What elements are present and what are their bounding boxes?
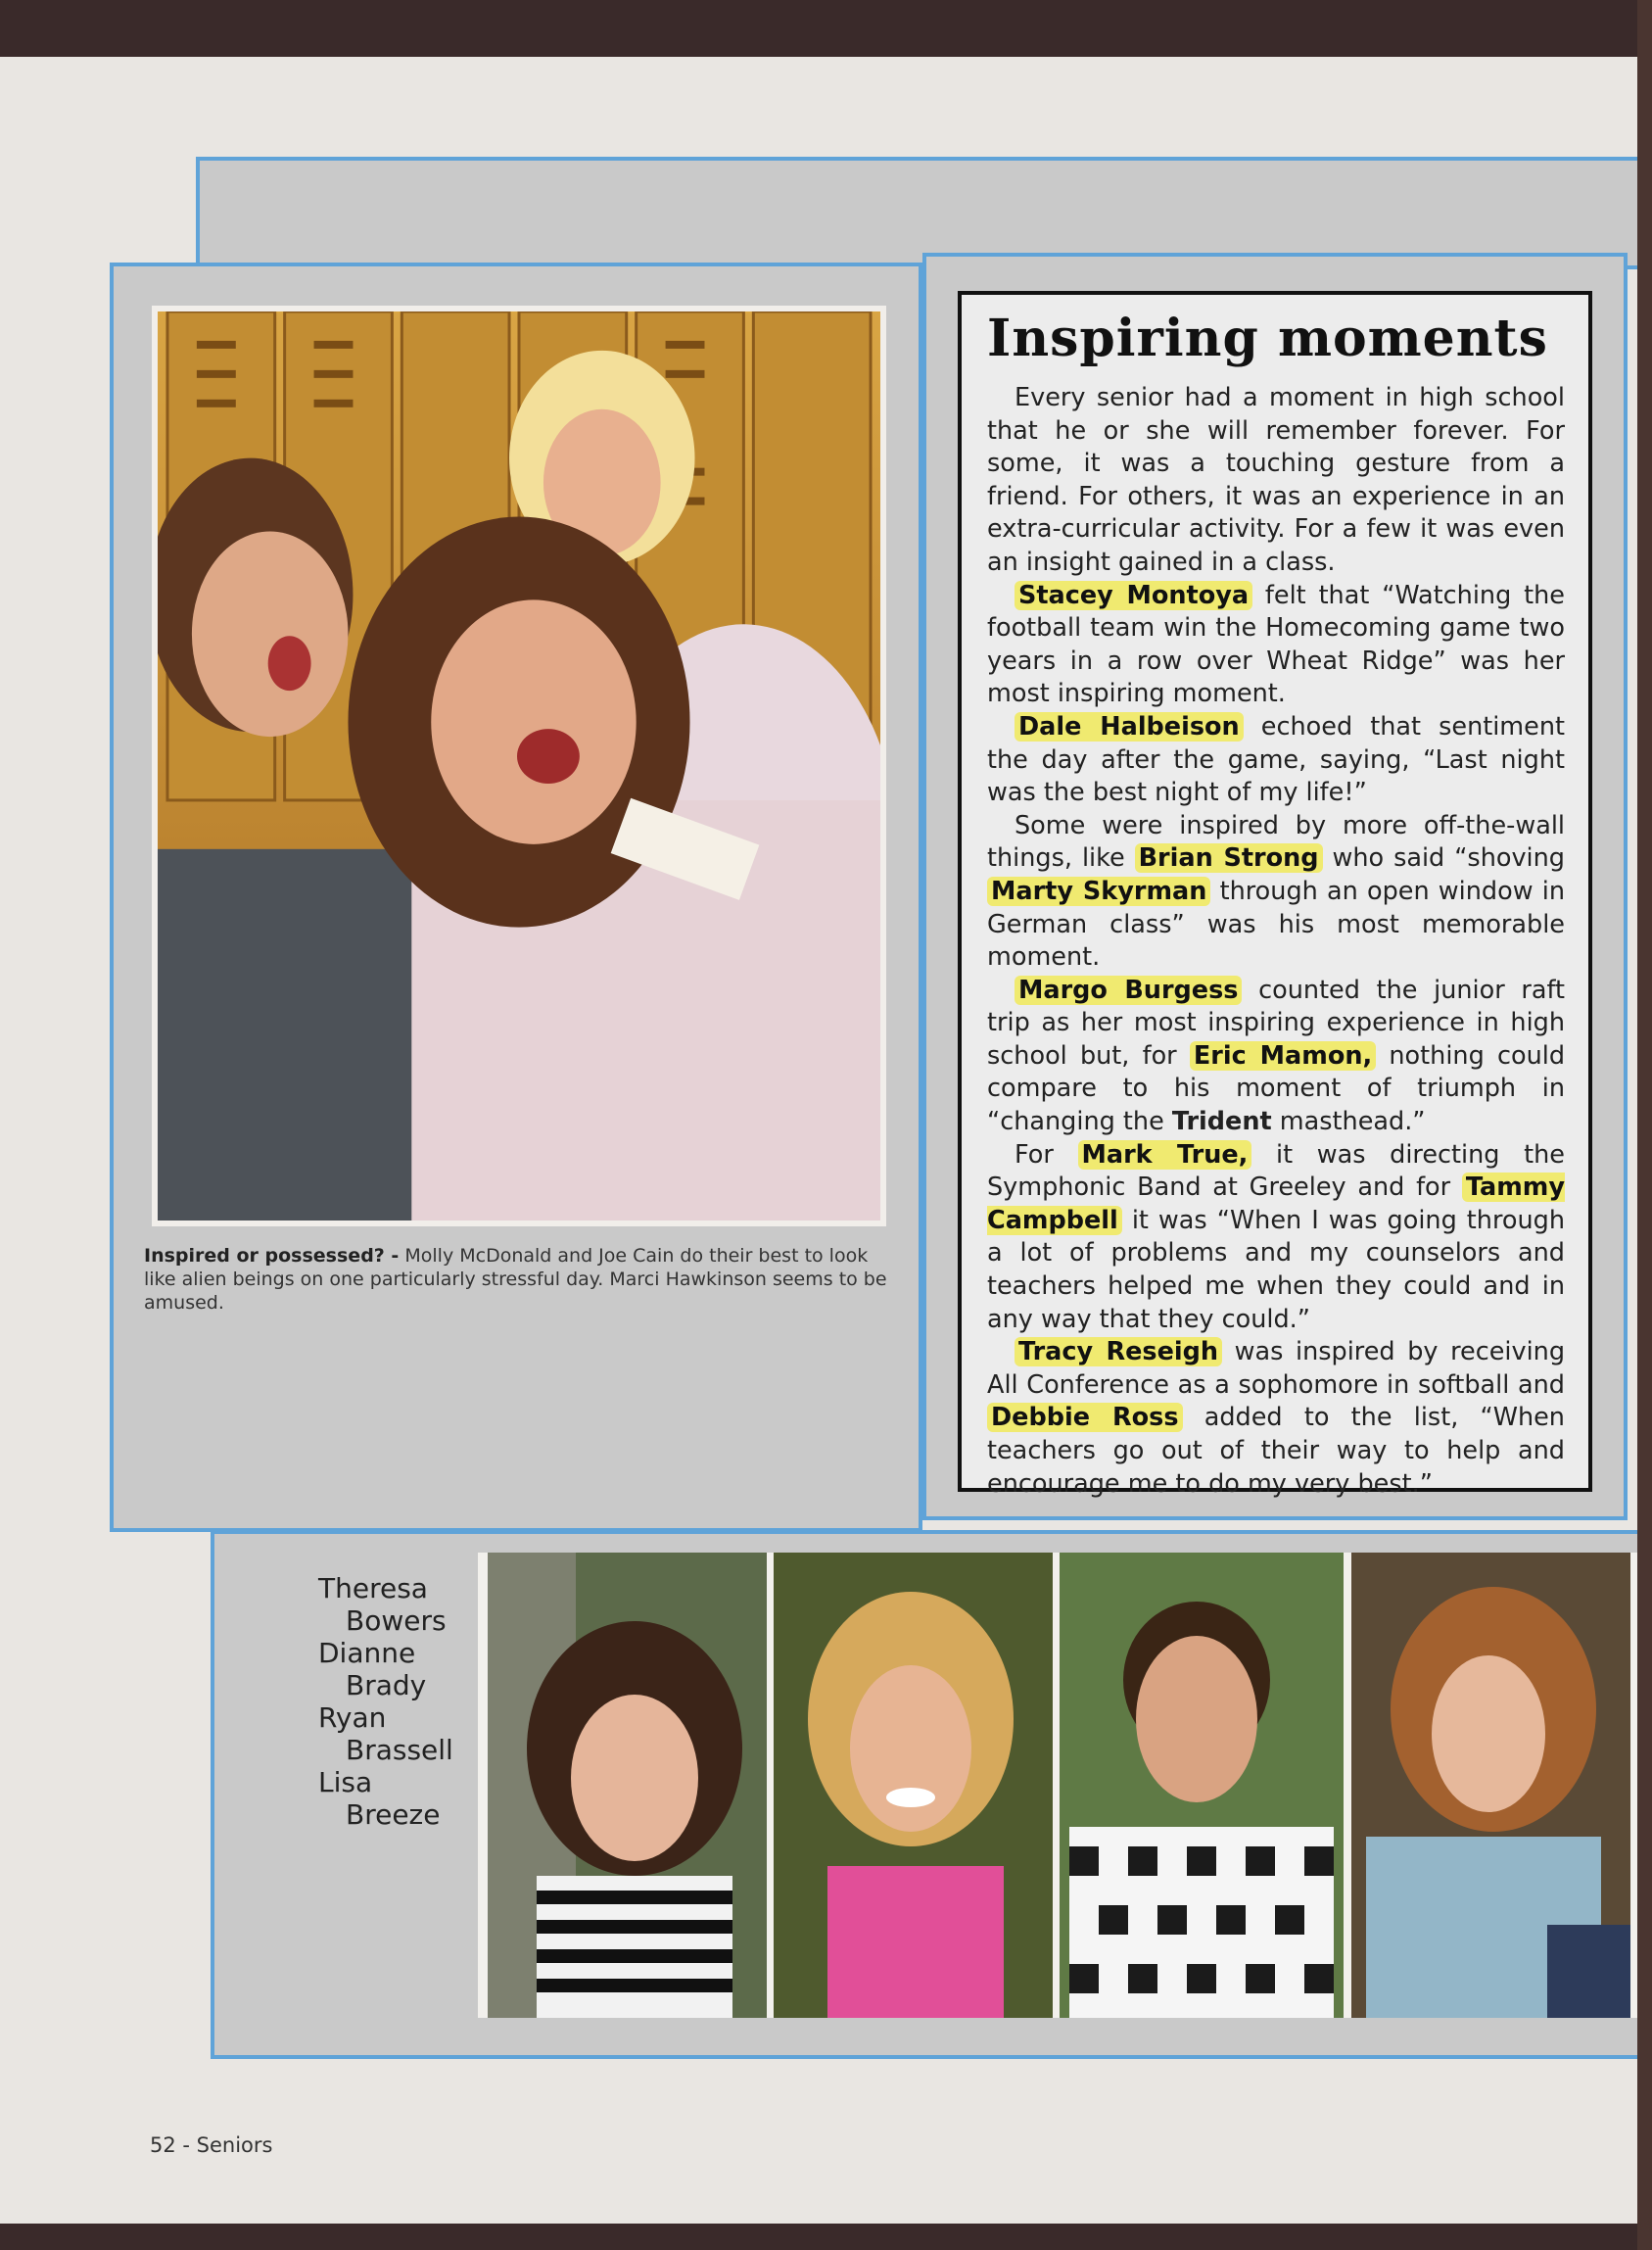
- article-text: felt that “Watching the football team win the Homecoming game two years in a row over Wheat Ridge” was her most inspiring moment.: [987, 580, 1565, 709]
- article-paragraph: [987, 1336, 1565, 1501]
- portrait-1: [488, 1553, 767, 2018]
- senior-last-name: Brady: [346, 1669, 427, 1701]
- article-text: it was “When I was going through a lot of problems and my counselors and teachers helped me when they could and in any way that they could.”: [987, 1205, 1565, 1334]
- portrait-2: [774, 1553, 1053, 2018]
- article-text: Some were inspired by more off-the-wall things, like: [987, 810, 1565, 874]
- highlighted-name: Tracy Reseigh: [1015, 1337, 1222, 1366]
- senior-last-name: Bowers: [346, 1604, 447, 1637]
- highlighted-name: Dale Halbeison: [1015, 712, 1244, 742]
- highlighted-name: Tammy Campbell: [987, 1173, 1565, 1235]
- candid-photo: [152, 306, 886, 1226]
- article-text: masthead.”: [1271, 1107, 1426, 1137]
- article-text: echoed that sentiment the day after the game, saying, “Last night was the best night of my life!”: [987, 711, 1565, 808]
- article-box: [958, 291, 1592, 1499]
- article-paragraph: [987, 810, 1565, 975]
- senior-last-name: Brassell: [346, 1734, 453, 1766]
- highlighted-name: Mark True,: [1078, 1140, 1252, 1170]
- article-text: who said “shoving: [1322, 843, 1565, 874]
- highlighted-name: Eric Mamon,: [1190, 1041, 1376, 1071]
- highlighted-name: Stacey Montoya: [1015, 581, 1252, 610]
- article-paragraph: [987, 711, 1565, 810]
- highlighted-name: Marty Skyrman: [987, 877, 1210, 906]
- article-text: added to the list, “When teachers go out of their way to help and encourage me to do my very best.”: [987, 1403, 1565, 1499]
- book-spine: [1637, 0, 1652, 2250]
- caption-text: Molly McDonald and Joe Cain do their best to look like alien beings on one particularly stressful day. Marci Hawkinson seems to be amused.: [144, 1245, 887, 1314]
- senior-first-name: Dianne: [318, 1637, 416, 1669]
- article-title: Inspiring moments: [987, 309, 1548, 368]
- bold-term: Trident: [1171, 1107, 1272, 1137]
- article-text: was inspired by receiving All Conference as a sophomore in softball and: [987, 1337, 1566, 1400]
- article-text: Every senior had a moment in high school that he or she will remember forever. For some, it was a touching gesture from a friend. For others, it was an experience in an extra-curricular activity. For a few it was even an insight gained in a class.: [987, 383, 1565, 577]
- senior-first-name: Lisa: [318, 1766, 373, 1798]
- article-paragraph: [987, 580, 1565, 711]
- page-folio: 52 - Seniors: [150, 2133, 273, 2157]
- highlighted-name: Brian Strong: [1135, 843, 1323, 873]
- article-text: counted the junior raft trip as her most inspiring experience in high school but, for: [987, 975, 1565, 1071]
- article-paragraph: [987, 382, 1565, 580]
- photo-caption: [144, 1244, 888, 1315]
- portrait-3: [1060, 1553, 1344, 2018]
- senior-portraits: [478, 1553, 1637, 2018]
- senior-last-name: Breeze: [346, 1798, 441, 1831]
- article-text: through an open window in German class” was his most memorable moment.: [987, 876, 1565, 973]
- highlighted-name: Margo Burgess: [1015, 976, 1242, 1005]
- highlighted-name: Debbie Ross: [987, 1403, 1183, 1432]
- senior-first-name: Ryan: [318, 1701, 387, 1734]
- caption-lead: Inspired or possessed? -: [144, 1245, 400, 1267]
- article-body: [987, 382, 1565, 1501]
- article-text: For: [1015, 1139, 1078, 1170]
- senior-first-name: Theresa: [318, 1572, 428, 1604]
- article-text: nothing could compare to his moment of triumph in “changing the: [987, 1040, 1566, 1137]
- article-paragraph: [987, 1139, 1565, 1337]
- portrait-4: [1351, 1553, 1630, 2018]
- article-text: it was directing the Symphonic Band at Greeley and for: [987, 1139, 1565, 1203]
- senior-names-list: [318, 1572, 455, 1831]
- article-paragraph: [987, 975, 1565, 1139]
